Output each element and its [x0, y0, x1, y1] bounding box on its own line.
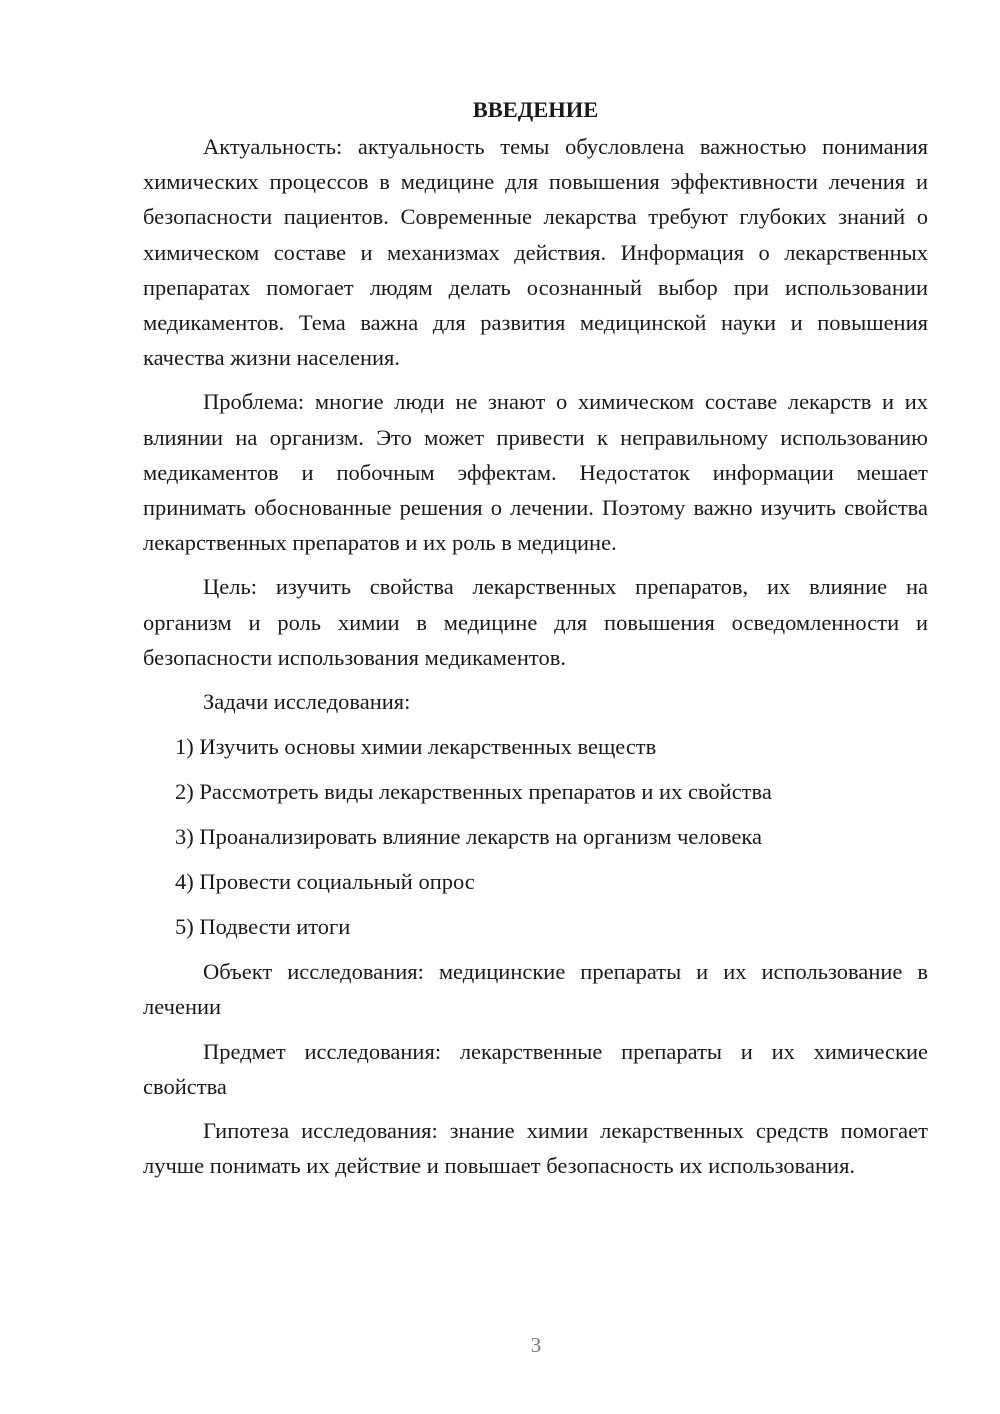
tasks-list: [143, 729, 928, 944]
task-item: 1) Изучить основы химии лекарственных веществ: [175, 734, 657, 760]
task-item: 2) Рассмотреть виды лекарственных препаратов и их свойства: [175, 779, 772, 805]
page-title: ВВЕДЕНИЕ: [472, 97, 599, 122]
problem-paragraph: Проблема: многие люди не знают о химическом составе лекарств и их влиянии на организм. Это может привести к неправильному использованию медикаментов и побочным эффектам. Недостаток информации мешает принимать обоснованные решения о лечении. Поэтому важно изучить свойства лекарственных препаратов и их роль в медицине.: [143, 389, 928, 556]
object-paragraph: Объект исследования: медицинские препараты и их использование в лечении: [143, 959, 928, 1020]
subject-paragraph: Предмет исследования: лекарственные препараты и их химические свойства: [143, 1038, 928, 1099]
document-page: [143, 92, 928, 1192]
goal-paragraph: Цель: изучить свойства лекарственных препаратов, их влияние на организм и роль химии в медицине для повышения осведомленности и безопасности использования медикаментов.: [143, 574, 928, 670]
tasks-heading: Задачи исследования:: [203, 689, 411, 715]
hypothesis-paragraph: Гипотеза исследования: знание химии лекарственных средств помогает лучше понимать их действие и повышает безопасность их использования.: [143, 1118, 928, 1179]
task-item: 4) Провести социальный опрос: [175, 869, 475, 895]
task-item: 5) Подвести итоги: [175, 914, 351, 940]
page-number: 3: [530, 1333, 542, 1357]
relevance-paragraph: Актуальность: актуальность темы обусловлена важностью понимания химических процессов в медицине для повышения эффективности лечения и безопасности пациентов. Современные лекарства требуют глубоких знаний о химическом составе и механизмах действия. Информация о лекарственных препаратах помогает людям делать осознанный выбор при использовании медикаментов. Тема важна для развития медицинской науки и повышения качества жизни населения.: [143, 134, 928, 371]
task-item: 3) Проанализировать влияние лекарств на организм человека: [175, 824, 762, 850]
